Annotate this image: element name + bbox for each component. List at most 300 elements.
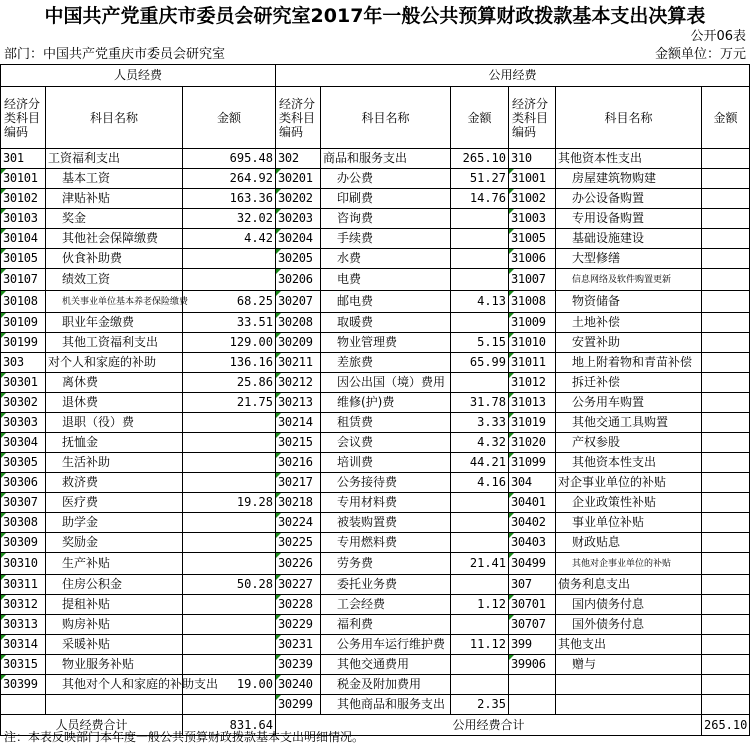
code-cell [509, 353, 556, 373]
item-name: 安置补助 [572, 335, 621, 349]
name-cell [46, 553, 183, 575]
code-text: 31001 [511, 171, 546, 185]
code-text: 31099 [511, 455, 546, 469]
amount-cell: 695.48 [183, 149, 276, 169]
code-cell [276, 333, 321, 353]
amount-cell: 1.12 [451, 595, 509, 615]
code-cell [1, 169, 46, 189]
item-name: 物业管理费 [337, 335, 398, 349]
code-text: 30301 [3, 375, 38, 389]
code-text: 30211 [278, 355, 313, 369]
code-text: 30314 [3, 637, 38, 651]
cell-marker-icon [1, 291, 6, 296]
code-cell [276, 433, 321, 453]
code-text: 30204 [278, 231, 313, 245]
cell-marker-icon [1, 209, 6, 214]
item-name: 其他支出 [558, 637, 607, 651]
item-name: 奖金 [62, 211, 87, 225]
cell-marker-icon [276, 655, 281, 660]
item-name: 购房补贴 [62, 617, 111, 631]
code-text: 30217 [278, 475, 313, 489]
table-row [1, 635, 750, 655]
name-cell [556, 473, 702, 493]
amount-unit-label: 金额单位：万元 [654, 47, 746, 62]
code-text: 30202 [278, 191, 313, 205]
code-text: 30101 [3, 171, 38, 185]
item-name: 生产补贴 [62, 556, 111, 570]
name-cell [321, 393, 451, 413]
cell-marker-icon [276, 313, 281, 318]
cell-marker-icon [1, 333, 6, 338]
cell-marker-icon [509, 169, 514, 174]
code-cell [1, 453, 46, 473]
item-name: 事业单位补贴 [572, 515, 645, 529]
code-text: 30206 [278, 272, 313, 286]
code-cell [1, 229, 46, 249]
code-cell [276, 189, 321, 209]
item-name: 产权参股 [572, 435, 621, 449]
cell-marker-icon [276, 209, 281, 214]
cell-marker-icon [509, 553, 514, 558]
table-row [1, 313, 750, 333]
name-cell [321, 189, 451, 209]
name-cell [321, 229, 451, 249]
table-row [1, 269, 750, 291]
cell-marker-icon [509, 353, 514, 358]
code-cell [509, 333, 556, 353]
code-text: 30203 [278, 211, 313, 225]
name-cell [556, 189, 702, 209]
name-cell [46, 313, 183, 333]
cell-marker-icon [1, 313, 6, 318]
code-cell [509, 575, 556, 595]
amount-cell [183, 695, 276, 715]
code-cell [276, 291, 321, 313]
cell-marker-icon [276, 413, 281, 418]
code-text: 31007 [511, 272, 546, 286]
amount-cell [702, 533, 750, 553]
code-text: 30224 [278, 515, 313, 529]
amount-cell: 51.27 [451, 169, 509, 189]
cell-marker-icon [276, 595, 281, 600]
cell-marker-icon [509, 269, 514, 274]
table-row [1, 433, 750, 453]
amount-cell [702, 249, 750, 269]
name-cell [556, 553, 702, 575]
code-cell [276, 373, 321, 393]
code-cell [276, 595, 321, 615]
name-cell [556, 615, 702, 635]
code-cell [1, 493, 46, 513]
name-cell [46, 269, 183, 291]
name-cell [46, 169, 183, 189]
code-cell [1, 675, 46, 695]
header-name: 科目名称 [46, 87, 183, 149]
code-text: 30299 [278, 697, 313, 711]
cell-marker-icon [509, 493, 514, 498]
code-text: 30213 [278, 395, 313, 409]
name-cell [321, 575, 451, 595]
code-text: 30240 [278, 677, 313, 691]
amount-cell [183, 553, 276, 575]
name-cell [321, 373, 451, 393]
amount-cell [702, 615, 750, 635]
amount-cell [183, 595, 276, 615]
cell-marker-icon [509, 249, 514, 254]
amount-cell [451, 493, 509, 513]
code-cell [276, 513, 321, 533]
code-text: 30707 [511, 617, 546, 631]
name-cell [321, 209, 451, 229]
item-name: 取暖费 [337, 315, 374, 329]
code-cell [509, 655, 556, 675]
name-cell [46, 353, 183, 373]
item-name: 手续费 [337, 231, 374, 245]
header-name: 科目名称 [321, 87, 451, 149]
cell-marker-icon [1, 393, 6, 398]
name-cell [321, 553, 451, 575]
table-row [1, 229, 750, 249]
name-cell [556, 373, 702, 393]
amount-cell [451, 655, 509, 675]
code-cell [509, 413, 556, 433]
cell-marker-icon [509, 313, 514, 318]
code-cell [1, 615, 46, 635]
item-name: 商品和服务支出 [323, 151, 408, 165]
name-cell [321, 291, 451, 313]
amount-cell [702, 493, 750, 513]
name-cell [556, 209, 702, 229]
code-text: 30205 [278, 251, 313, 265]
name-cell [556, 249, 702, 269]
amount-cell: 21.41 [451, 553, 509, 575]
code-cell [276, 615, 321, 635]
item-name: 助学金 [62, 515, 99, 529]
report-title: 中国共产党重庆市委员会研究室2017年一般公共预算财政拨款基本支出决算表 [44, 5, 706, 27]
cell-marker-icon [276, 353, 281, 358]
header-code: 经济分类科目编码 [1, 87, 46, 149]
code-text: 31005 [511, 231, 546, 245]
code-text: 30103 [3, 211, 38, 225]
cell-marker-icon [1, 615, 6, 620]
item-name: 伙食补助费 [62, 251, 123, 265]
amount-cell: 3.33 [451, 413, 509, 433]
name-cell [321, 249, 451, 269]
code-text: 307 [511, 577, 532, 591]
table-row [1, 209, 750, 229]
name-cell [556, 695, 702, 715]
item-name: 其他资本性支出 [558, 151, 643, 165]
column-header-row [1, 87, 750, 149]
cell-marker-icon [1, 269, 6, 274]
code-cell [509, 695, 556, 715]
name-cell [556, 675, 702, 695]
code-text: 31003 [511, 211, 546, 225]
name-cell [46, 453, 183, 473]
item-name: 差旅费 [337, 355, 374, 369]
name-cell [321, 433, 451, 453]
code-cell [276, 575, 321, 595]
table-row [1, 249, 750, 269]
item-name: 拆迁补偿 [572, 375, 621, 389]
code-text: 31010 [511, 335, 546, 349]
table-row [1, 533, 750, 553]
cell-marker-icon [1, 453, 6, 458]
code-cell [509, 229, 556, 249]
amount-cell [451, 313, 509, 333]
code-cell [1, 393, 46, 413]
amount-cell: 5.15 [451, 333, 509, 353]
code-text: 30104 [3, 231, 38, 245]
name-cell [46, 635, 183, 655]
amount-cell [702, 353, 750, 373]
table-row [1, 615, 750, 635]
code-text: 30207 [278, 294, 313, 308]
amount-cell [183, 473, 276, 493]
code-text: 30239 [278, 657, 313, 671]
code-text: 30231 [278, 637, 313, 651]
code-text: 31013 [511, 395, 546, 409]
public-total-value: 265.10 [702, 715, 750, 736]
cell-marker-icon [276, 189, 281, 194]
table-row [1, 393, 750, 413]
item-name: 被装购置费 [337, 515, 398, 529]
name-cell [321, 353, 451, 373]
item-name: 因公出国（境）费用 [337, 375, 446, 389]
cell-marker-icon [276, 695, 281, 700]
name-cell [556, 269, 702, 291]
personnel-total-value: 831.64 [183, 715, 276, 736]
code-text: 30309 [3, 535, 38, 549]
code-text: 30216 [278, 455, 313, 469]
name-cell [556, 333, 702, 353]
code-text: 30209 [278, 335, 313, 349]
name-cell [46, 655, 183, 675]
amount-cell [702, 229, 750, 249]
cell-marker-icon [276, 513, 281, 518]
name-cell [321, 695, 451, 715]
cell-marker-icon [1, 433, 6, 438]
code-text: 30499 [511, 556, 546, 570]
code-cell [276, 675, 321, 695]
code-cell [276, 269, 321, 291]
name-cell [321, 513, 451, 533]
code-cell [1, 655, 46, 675]
name-cell [321, 269, 451, 291]
cell-marker-icon [1, 373, 6, 378]
amount-cell [451, 209, 509, 229]
item-name: 工会经费 [337, 597, 386, 611]
item-name: 赠与 [572, 657, 597, 671]
code-cell [1, 209, 46, 229]
code-cell [509, 373, 556, 393]
table-row [1, 149, 750, 169]
table-row [1, 513, 750, 533]
amount-cell [451, 269, 509, 291]
code-cell [1, 269, 46, 291]
code-cell [276, 635, 321, 655]
amount-cell [702, 675, 750, 695]
cell-marker-icon [276, 615, 281, 620]
item-name: 奖励金 [62, 535, 99, 549]
code-cell [509, 595, 556, 615]
name-cell [321, 453, 451, 473]
cell-marker-icon [1, 675, 6, 680]
cell-marker-icon [1, 189, 6, 194]
item-name: 退休费 [62, 395, 99, 409]
cell-marker-icon [276, 473, 281, 478]
code-cell [509, 313, 556, 333]
code-text: 30227 [278, 577, 313, 591]
amount-cell: 4.16 [451, 473, 509, 493]
cell-marker-icon [1, 513, 6, 518]
code-text: 31011 [511, 355, 546, 369]
cell-marker-icon [1, 533, 6, 538]
item-name: 国内债务付息 [572, 597, 645, 611]
name-cell [321, 533, 451, 553]
code-text: 31009 [511, 315, 546, 329]
amount-cell [702, 575, 750, 595]
amount-cell: 11.12 [451, 635, 509, 655]
code-cell [1, 553, 46, 575]
code-cell [509, 675, 556, 695]
name-cell [46, 333, 183, 353]
table-row [1, 655, 750, 675]
name-cell [321, 493, 451, 513]
amount-cell: 2.35 [451, 695, 509, 715]
code-cell [1, 473, 46, 493]
name-cell [556, 149, 702, 169]
item-name: 企业政策性补贴 [572, 495, 657, 509]
amount-cell [702, 189, 750, 209]
cell-marker-icon [1, 595, 6, 600]
cell-marker-icon [276, 229, 281, 234]
cell-marker-icon [276, 393, 281, 398]
item-name: 医疗费 [62, 495, 99, 509]
header-code: 经济分类科目编码 [276, 87, 321, 149]
item-name: 房屋建筑物购建 [572, 171, 657, 185]
cell-marker-icon [276, 553, 281, 558]
cell-marker-icon [509, 291, 514, 296]
cell-marker-icon [509, 595, 514, 600]
code-cell [1, 635, 46, 655]
code-text: 30229 [278, 617, 313, 631]
cell-marker-icon [1, 229, 6, 234]
code-cell [276, 655, 321, 675]
name-cell [321, 635, 451, 655]
table-row [1, 553, 750, 575]
amount-cell: 65.99 [451, 353, 509, 373]
cell-marker-icon [509, 513, 514, 518]
cell-marker-icon [509, 655, 514, 660]
table-row [1, 189, 750, 209]
code-cell [276, 393, 321, 413]
name-cell [321, 169, 451, 189]
code-cell [509, 433, 556, 453]
code-text: 31020 [511, 435, 546, 449]
item-name: 其他资本性支出 [572, 455, 657, 469]
code-cell [509, 635, 556, 655]
code-cell [1, 575, 46, 595]
code-text: 30105 [3, 251, 38, 265]
table-row [1, 695, 750, 715]
item-name: 福利费 [337, 617, 374, 631]
amount-cell: 31.78 [451, 393, 509, 413]
item-name: 对个人和家庭的补助 [48, 355, 157, 369]
table-row [1, 169, 750, 189]
amount-cell [183, 635, 276, 655]
item-name: 生活补助 [62, 455, 111, 469]
code-cell [1, 513, 46, 533]
amount-cell [183, 413, 276, 433]
code-cell [276, 695, 321, 715]
item-name: 基本工资 [62, 171, 111, 185]
amount-cell: 163.36 [183, 189, 276, 209]
code-text: 304 [511, 475, 532, 489]
amount-cell: 4.32 [451, 433, 509, 453]
item-name: 其他对个人和家庭的补助支出 [62, 677, 219, 691]
cell-marker-icon [276, 433, 281, 438]
code-cell [509, 291, 556, 313]
code-text: 30109 [3, 315, 38, 329]
item-name: 劳务费 [337, 556, 374, 570]
cell-marker-icon [1, 493, 6, 498]
item-name: 退职（役）费 [62, 415, 135, 429]
name-cell [556, 575, 702, 595]
amount-cell [183, 655, 276, 675]
table-row [1, 453, 750, 473]
amount-cell [702, 373, 750, 393]
code-text: 31006 [511, 251, 546, 265]
code-text: 30310 [3, 556, 38, 570]
code-text: 30212 [278, 375, 313, 389]
name-cell [46, 615, 183, 635]
code-text: 30226 [278, 556, 313, 570]
amount-cell [183, 433, 276, 453]
table-row [1, 473, 750, 493]
name-cell [556, 169, 702, 189]
table-row [1, 413, 750, 433]
amount-cell: 264.92 [183, 169, 276, 189]
code-text: 30225 [278, 535, 313, 549]
code-text: 31012 [511, 375, 546, 389]
name-cell [46, 413, 183, 433]
item-name: 其他社会保障缴费 [62, 231, 159, 245]
code-cell [276, 149, 321, 169]
code-text: 30214 [278, 415, 313, 429]
name-cell [46, 149, 183, 169]
code-cell [276, 313, 321, 333]
name-cell [46, 433, 183, 453]
item-name: 其他商品和服务支出 [337, 697, 446, 711]
item-name: 电费 [337, 272, 362, 286]
form-number: 公开06表 [690, 29, 746, 44]
table-row [1, 575, 750, 595]
cell-marker-icon [509, 533, 514, 538]
name-cell [321, 473, 451, 493]
name-cell [46, 189, 183, 209]
amount-cell: 4.13 [451, 291, 509, 313]
code-cell [509, 533, 556, 553]
name-cell [556, 433, 702, 453]
code-cell [1, 249, 46, 269]
name-cell [556, 655, 702, 675]
code-cell [276, 209, 321, 229]
amount-cell: 68.25 [183, 291, 276, 313]
code-cell [1, 149, 46, 169]
item-name: 专用燃料费 [337, 535, 398, 549]
amount-cell [451, 513, 509, 533]
